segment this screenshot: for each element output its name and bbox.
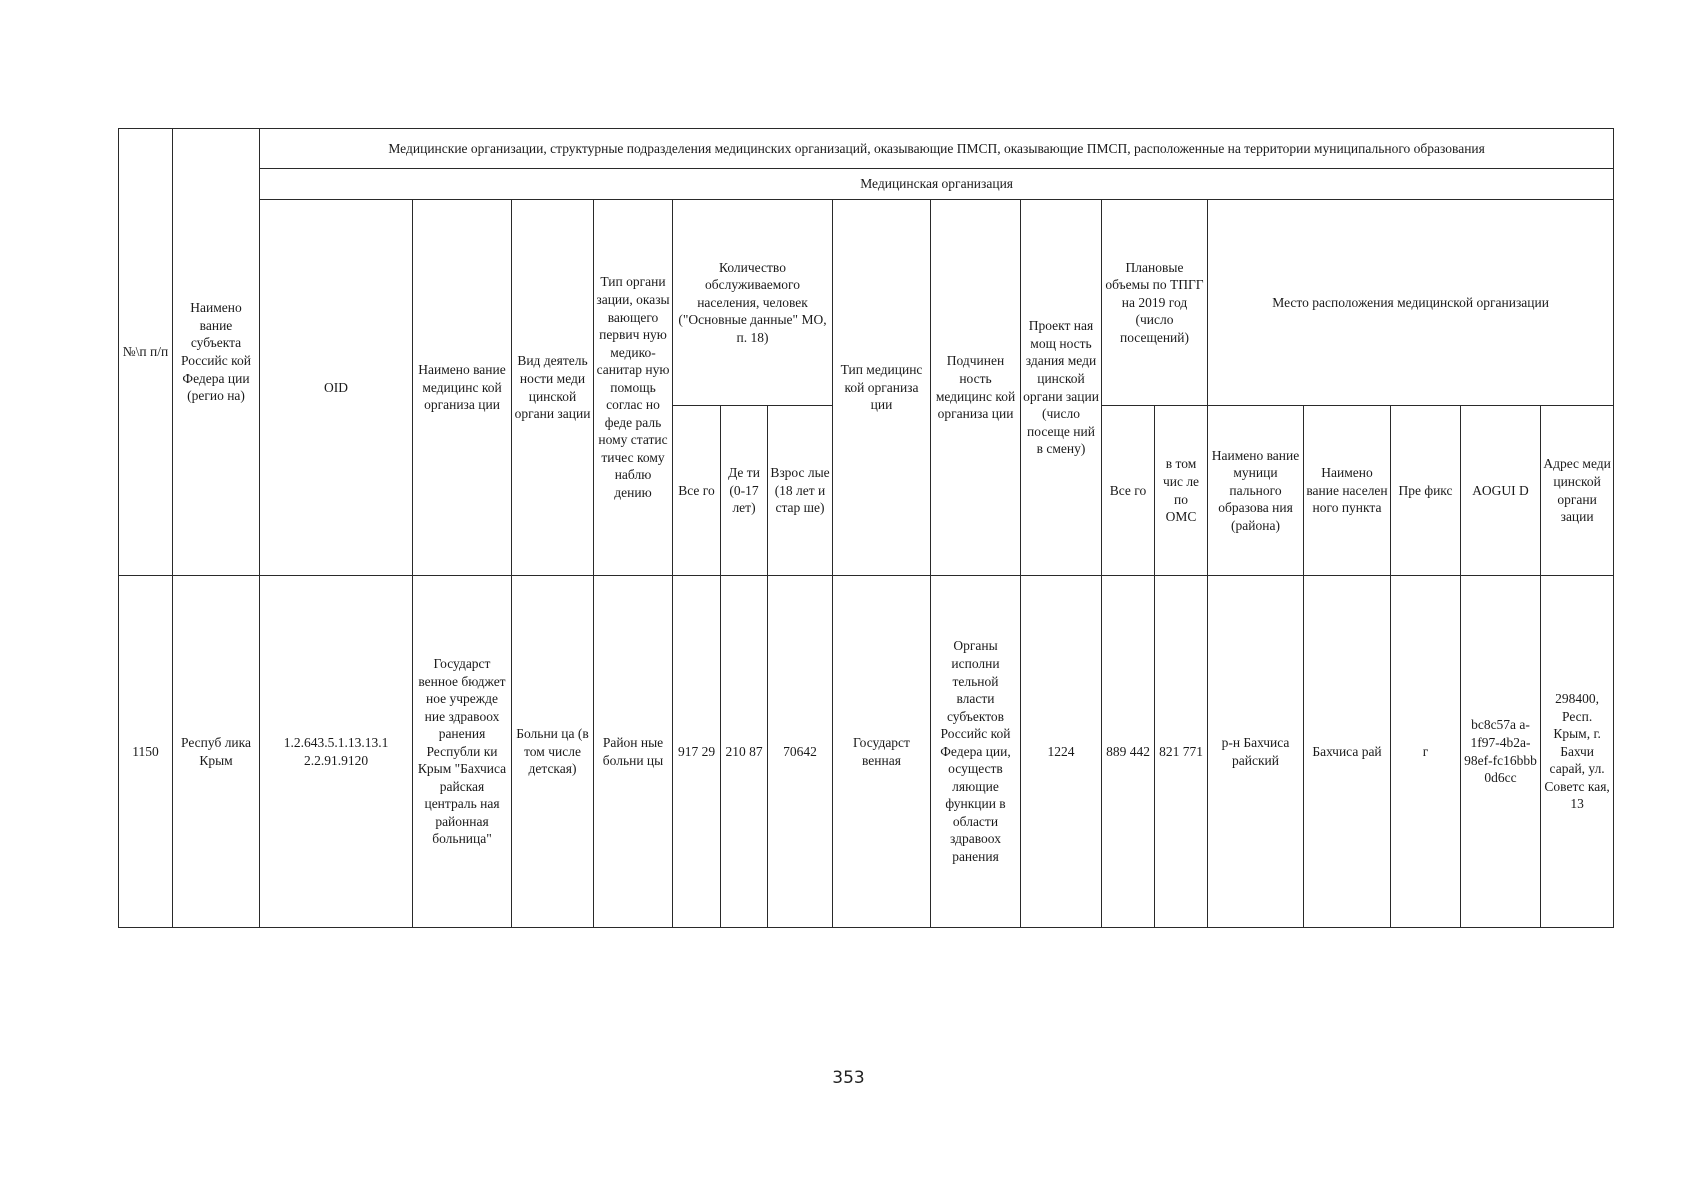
header-capacity: Проект ная мощ ность здания меди цинской органи зации (число посеще ний в смену) — [1021, 200, 1102, 576]
header-number: №\п п/п — [119, 129, 173, 576]
cell-population-adults: 70642 — [768, 576, 833, 928]
header-aoguid: AOGUI D — [1461, 406, 1541, 576]
header-population-total: Все го — [673, 406, 721, 576]
header-org-name: Наимено вание медицинс кой организа ции — [413, 200, 512, 576]
cell-planned-oms: 821 771 — [1155, 576, 1208, 928]
header-planned-oms: в том чис ле по ОМС — [1155, 406, 1208, 576]
header-activity-type: Вид деятель ности меди цинской органи зации — [512, 200, 594, 576]
header-oid: OID — [260, 200, 413, 576]
header-address: Адрес меди цинской органи зации — [1541, 406, 1614, 576]
cell-population-total: 917 29 — [673, 576, 721, 928]
header-population: Количество обслуживаемого населения, человек ("Основные данные" МО, п. 18) — [673, 200, 833, 406]
header-population-children: Де ти (0-17 лет) — [721, 406, 768, 576]
cell-aoguid: bc8c57a a-1f97-4b2a-98ef-fc16bbb 0d6cc — [1461, 576, 1541, 928]
cell-planned-total: 889 442 — [1102, 576, 1155, 928]
cell-oid: 1.2.643.5.1.13.13.1 2.2.91.9120 — [260, 576, 413, 928]
header-medical-organization: Медицинская организация — [260, 169, 1614, 200]
cell-number: 1150 — [119, 576, 173, 928]
cell-activity-type: Больни ца (в том числе детская) — [512, 576, 594, 928]
header-planned-total: Все го — [1102, 406, 1155, 576]
cell-municipality: р-н Бахчиса райский — [1208, 576, 1304, 928]
header-municipality: Наимено вание муници пального образова ния (района) — [1208, 406, 1304, 576]
page-number: 353 — [832, 1068, 865, 1088]
header-settlement: Наимено вание населен ного пункта — [1304, 406, 1391, 576]
header-mo-type: Тип медицинс кой организа ции — [833, 200, 931, 576]
registry-table — [118, 128, 1614, 928]
cell-subject: Респуб лика Крым — [173, 576, 260, 928]
cell-address: 298400, Респ. Крым, г. Бахчи сарай, ул. Советс кая, 13 — [1541, 576, 1614, 928]
cell-org-type-pmsp: Район ные больни цы — [594, 576, 673, 928]
cell-capacity: 1224 — [1021, 576, 1102, 928]
cell-population-children: 210 87 — [721, 576, 768, 928]
cell-mo-type: Государст венная — [833, 576, 931, 928]
header-subject: Наимено вание субъекта Российс кой Федера ции (регио на) — [173, 129, 260, 576]
header-group-title: Медицинские организации, структурные подразделения медицинских организаций, оказывающие ПМСП, оказывающие ПМСП, расположенные на территории муниципального образования — [260, 129, 1614, 169]
header-prefix: Пре фикс — [1391, 406, 1461, 576]
cell-org-name: Государст венное бюджет ное учрежде ние здравоох ранения Республи ки Крым "Бахчиса райская централь ная районная больница" — [413, 576, 512, 928]
header-population-adults: Взрос лые (18 лет и стар ше) — [768, 406, 833, 576]
cell-settlement: Бахчиса рай — [1304, 576, 1391, 928]
header-planned-volumes: Плановые объемы по ТПГГ на 2019 год (число посещений) — [1102, 200, 1208, 406]
cell-prefix: г — [1391, 576, 1461, 928]
table-row — [119, 576, 1614, 928]
header-subordination: Подчинен ность медицинс кой организа ции — [931, 200, 1021, 576]
cell-subordination: Органы исполни тельной власти субъектов Российс кой Федера ции, осуществ ляющие функции в области здравоох ранения — [931, 576, 1021, 928]
header-org-type-pmsp: Тип органи зации, оказы вающего первич ную медико-санитар ную помощь соглас но феде раль ному статис тичес кому наблю дению — [594, 200, 673, 576]
header-location: Место расположения медицинской организации — [1208, 200, 1614, 406]
